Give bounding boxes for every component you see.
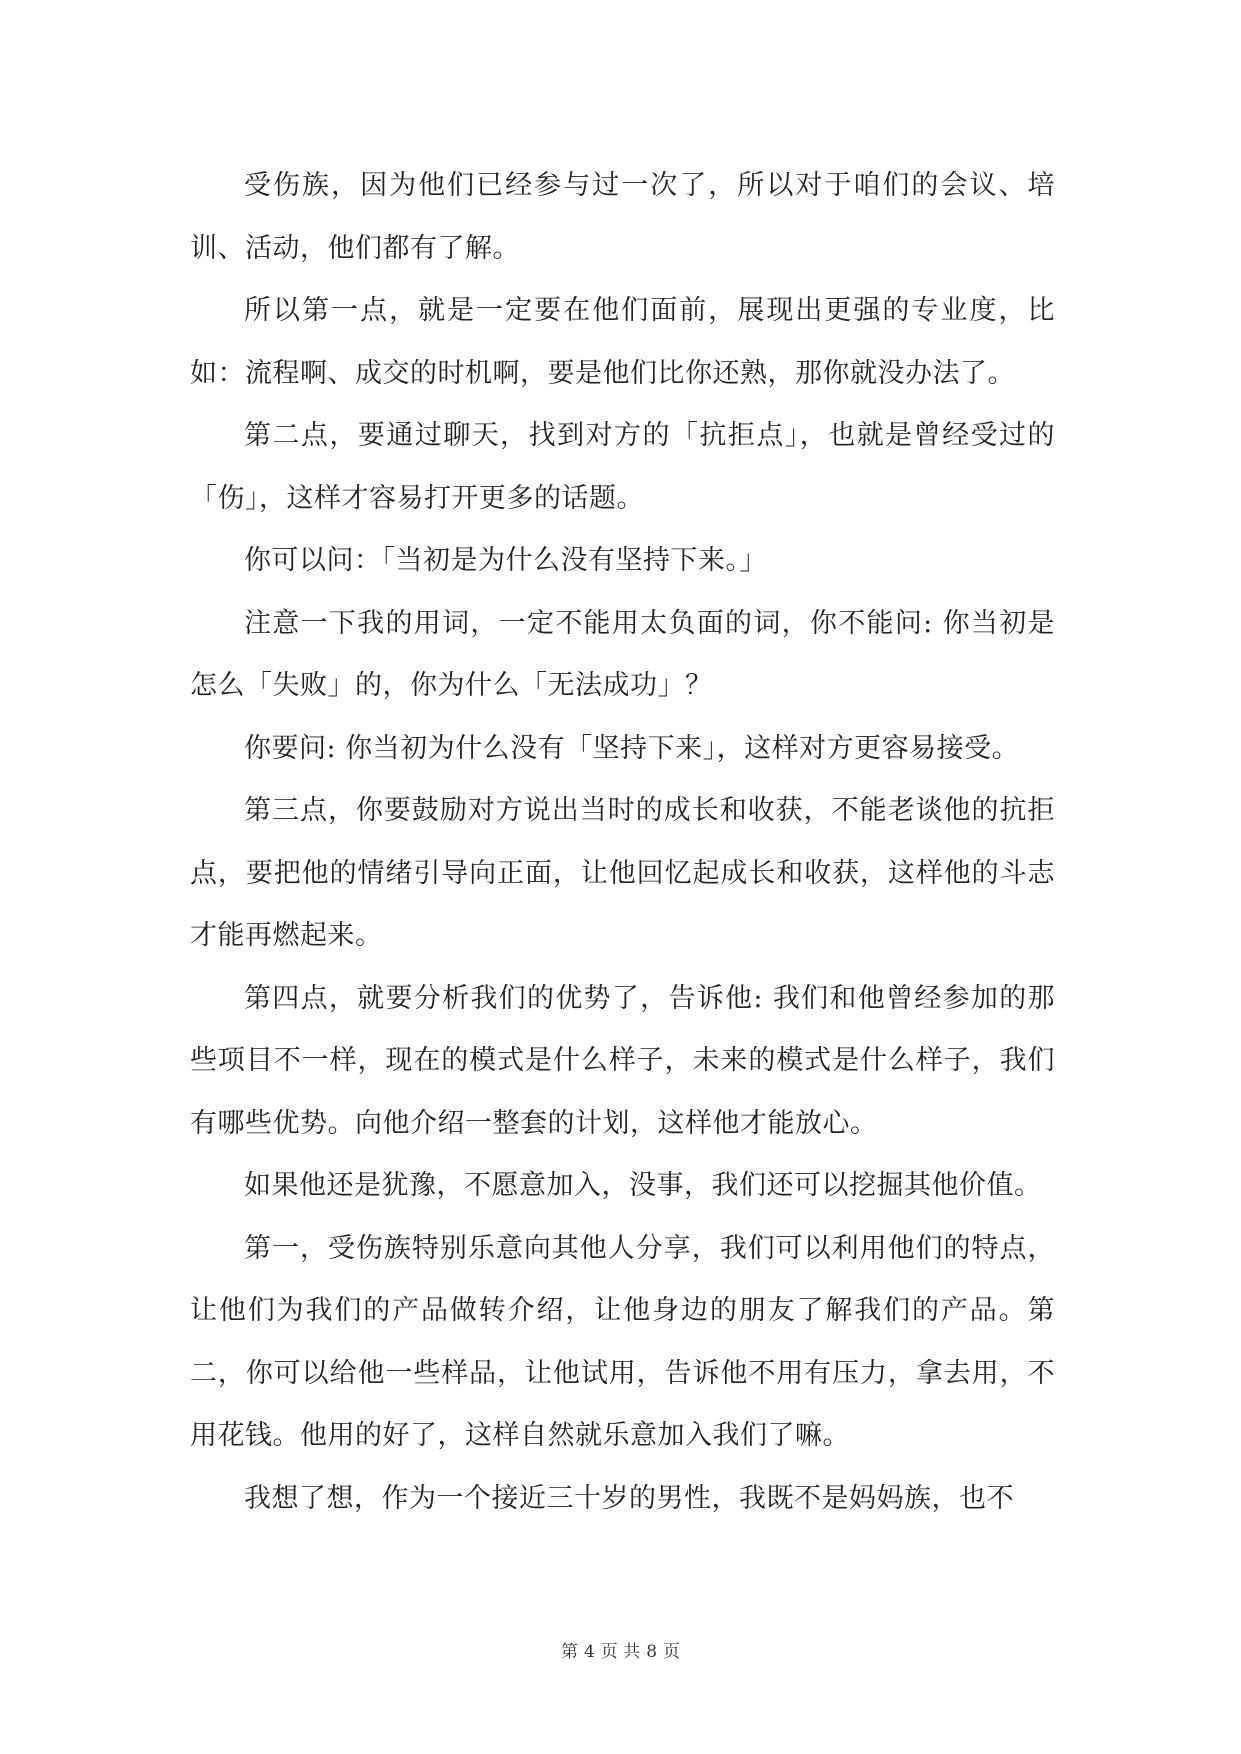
paragraph: 你要问: 你当初为什么没有「坚持下来」，这样对方更容易接受。 (244, 732, 1020, 764)
paragraph: 第四点，就要分析我们的优势了，告诉他: 我们和他曾经参加的那些项目不一样，现在的模式是什么样子，未来的模式是什么样子，我们有哪些优势。向他介绍一整套的计划，这样他才能放心。 (190, 982, 1055, 1139)
footer-middle: 页 共 (600, 1642, 641, 1662)
paragraph: 如果他还是犹豫，不愿意加入，没事，我们还可以挖掘其他价值。 (244, 1170, 1042, 1201)
footer-suffix: 页 (663, 1642, 681, 1662)
paragraph: 你可以问：「当初是为什么没有坚持下来。」 (244, 545, 767, 576)
paragraph: 我想了想，作为一个接近三十岁的男性，我既不是妈妈族，也不 (244, 1482, 1014, 1514)
paragraph: 受伤族，因为他们已经参与过一次了，所以对于咱们的会议、培训、活动，他们都有了解。 (190, 170, 1055, 264)
footer-prefix: 第 (560, 1642, 578, 1662)
body-text (190, 155, 1055, 1530)
footer-total-pages: 8 (646, 1642, 658, 1662)
paragraph: 所以第一点，就是一定要在他们面前，展现出更强的专业度，比如：流程啊、成交的时机啊，要是他们比你还熟，那你就没办法了。 (190, 295, 1055, 389)
paragraph: 第三点，你要鼓励对方说出当时的成长和收获，不能老谈他的抗拒点，要把他的情绪引导向正面，让他回忆起成长和收获，这样他的斗志才能再燃起来。 (190, 795, 1055, 951)
footer-current-page: 4 (583, 1642, 595, 1662)
paragraph: 第一，受伤族特别乐意向其他人分享，我们可以利用他们的特点，让他们为我们的产品做转介绍，让他身边的朋友了解我们的产品。第二，你可以给他一些样品，让他试用，告诉他不用有压力，拿去用，不用花钱。他用的好了，这样自然就乐意加入我们了嘛。 (190, 1232, 1055, 1451)
paragraph: 注意一下我的用词，一定不能用太负面的词，你不能问: 你当初是怎么「失败」的，你为什么「无法成功」？ (190, 607, 1055, 701)
page-footer (0, 1637, 1241, 1662)
paragraph: 第二点，要通过聊天，找到对方的「抗拒点」，也就是曾经受过的「伤」，这样才容易打开更多的话题。 (190, 420, 1055, 514)
